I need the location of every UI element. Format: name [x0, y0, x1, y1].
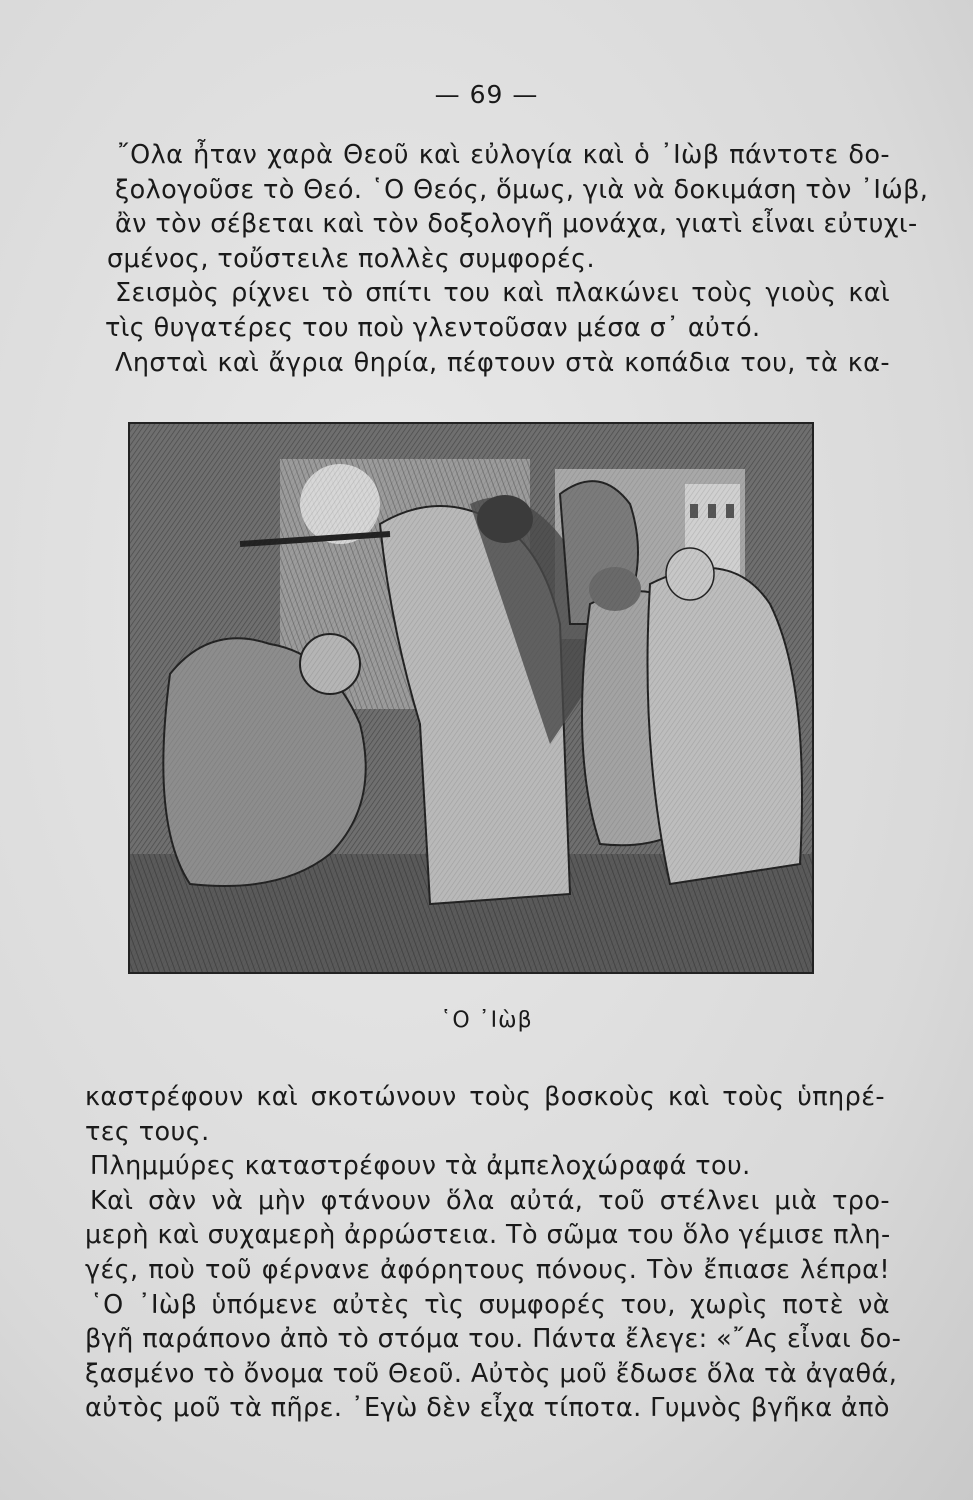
text-line: σμένος, τοὔστειλε πολλὲς συμφορές. [107, 243, 596, 274]
figure-caption: ῾Ο ᾿Ιὼβ [440, 1008, 533, 1033]
text-line: ῎Ολα ἦταν χαρὰ Θεοῦ καὶ εὐλογία καὶ ὁ ᾿Ιὼβ πάντοτε δο- [117, 140, 890, 170]
text-line: Λησταὶ καὶ ἄγρια θηρία, πέφτουν στὰ κοπάδια του, τὰ κα- [115, 347, 890, 378]
text-line: Καὶ σὰν νὰ μὴν φτάνουν ὅλα αὐτά, τοῦ στέλνει μιὰ τρο- [90, 1185, 890, 1216]
text-line: γές, ποὺ τοῦ φέρνανε ἀφόρητους πόνους. Τὸν ἔπιασε λέπρα! [85, 1254, 890, 1285]
text-line: ῾Ο ᾿Ιὼβ ὑπόμενε αὐτὲς τὶς συμφορές του, χωρὶς ποτὲ νὰ [90, 1289, 890, 1320]
text-line: αὐτὸς μοῦ τὰ πῆρε. ᾿Εγὼ δὲν εἶχα τίποτα. Γυμνὸς βγῆκα ἀπὸ [85, 1393, 890, 1424]
text-line: βγῆ παράπονο ἀπὸ τὸ στόμα του. Πάντα ἔλεγε: «῎Ας εἶναι δο- [85, 1324, 902, 1355]
text-line: Πλημμύρες καταστρέφουν τὰ ἀμπελοχώραφά του. [90, 1151, 751, 1182]
text-block-bottom [85, 1080, 902, 1426]
text-line: ξολογοῦσε τὸ Θεό. ῾Ο Θεός, ὅμως, γιὰ νὰ δοκιμάση τὸν ᾿Ιώβ, [115, 174, 929, 205]
text-line: τες τους. [85, 1116, 210, 1147]
text-block-top [105, 138, 929, 380]
text-line: καστρέφουν καὶ σκοτώνουν τοὺς βοσκοὺς καὶ τοὺς ὑπηρέ- [85, 1082, 885, 1112]
text-line: ἂν τὸν σέβεται καὶ τὸν δοξολογῆ μονάχα, γιατὶ εἶναι εὐτυχι- [115, 209, 918, 240]
text-line: Σεισμὸς ρίχνει τὸ σπίτι του καὶ πλακώνει τοὺς γιοὺς καὶ [115, 278, 890, 309]
page-number: — 69 — [434, 80, 539, 109]
engraving-illustration [128, 422, 814, 974]
engraving-drawing [130, 424, 812, 972]
text-line: τὶς θυγατέρες του ποὺ γλεντοῦσαν μέσα σ᾿ αὐτό. [105, 312, 761, 343]
text-line: ξασμένο τὸ ὄνομα τοῦ Θεοῦ. Αὐτὸς μοῦ ἔδωσε ὅλα τὰ ἀγαθά, [85, 1358, 898, 1389]
text-line: μερὴ καὶ συχαμερὴ ἀρρώστεια. Τὸ σῶμα του ὅλο γέμισε πλη- [85, 1220, 891, 1251]
